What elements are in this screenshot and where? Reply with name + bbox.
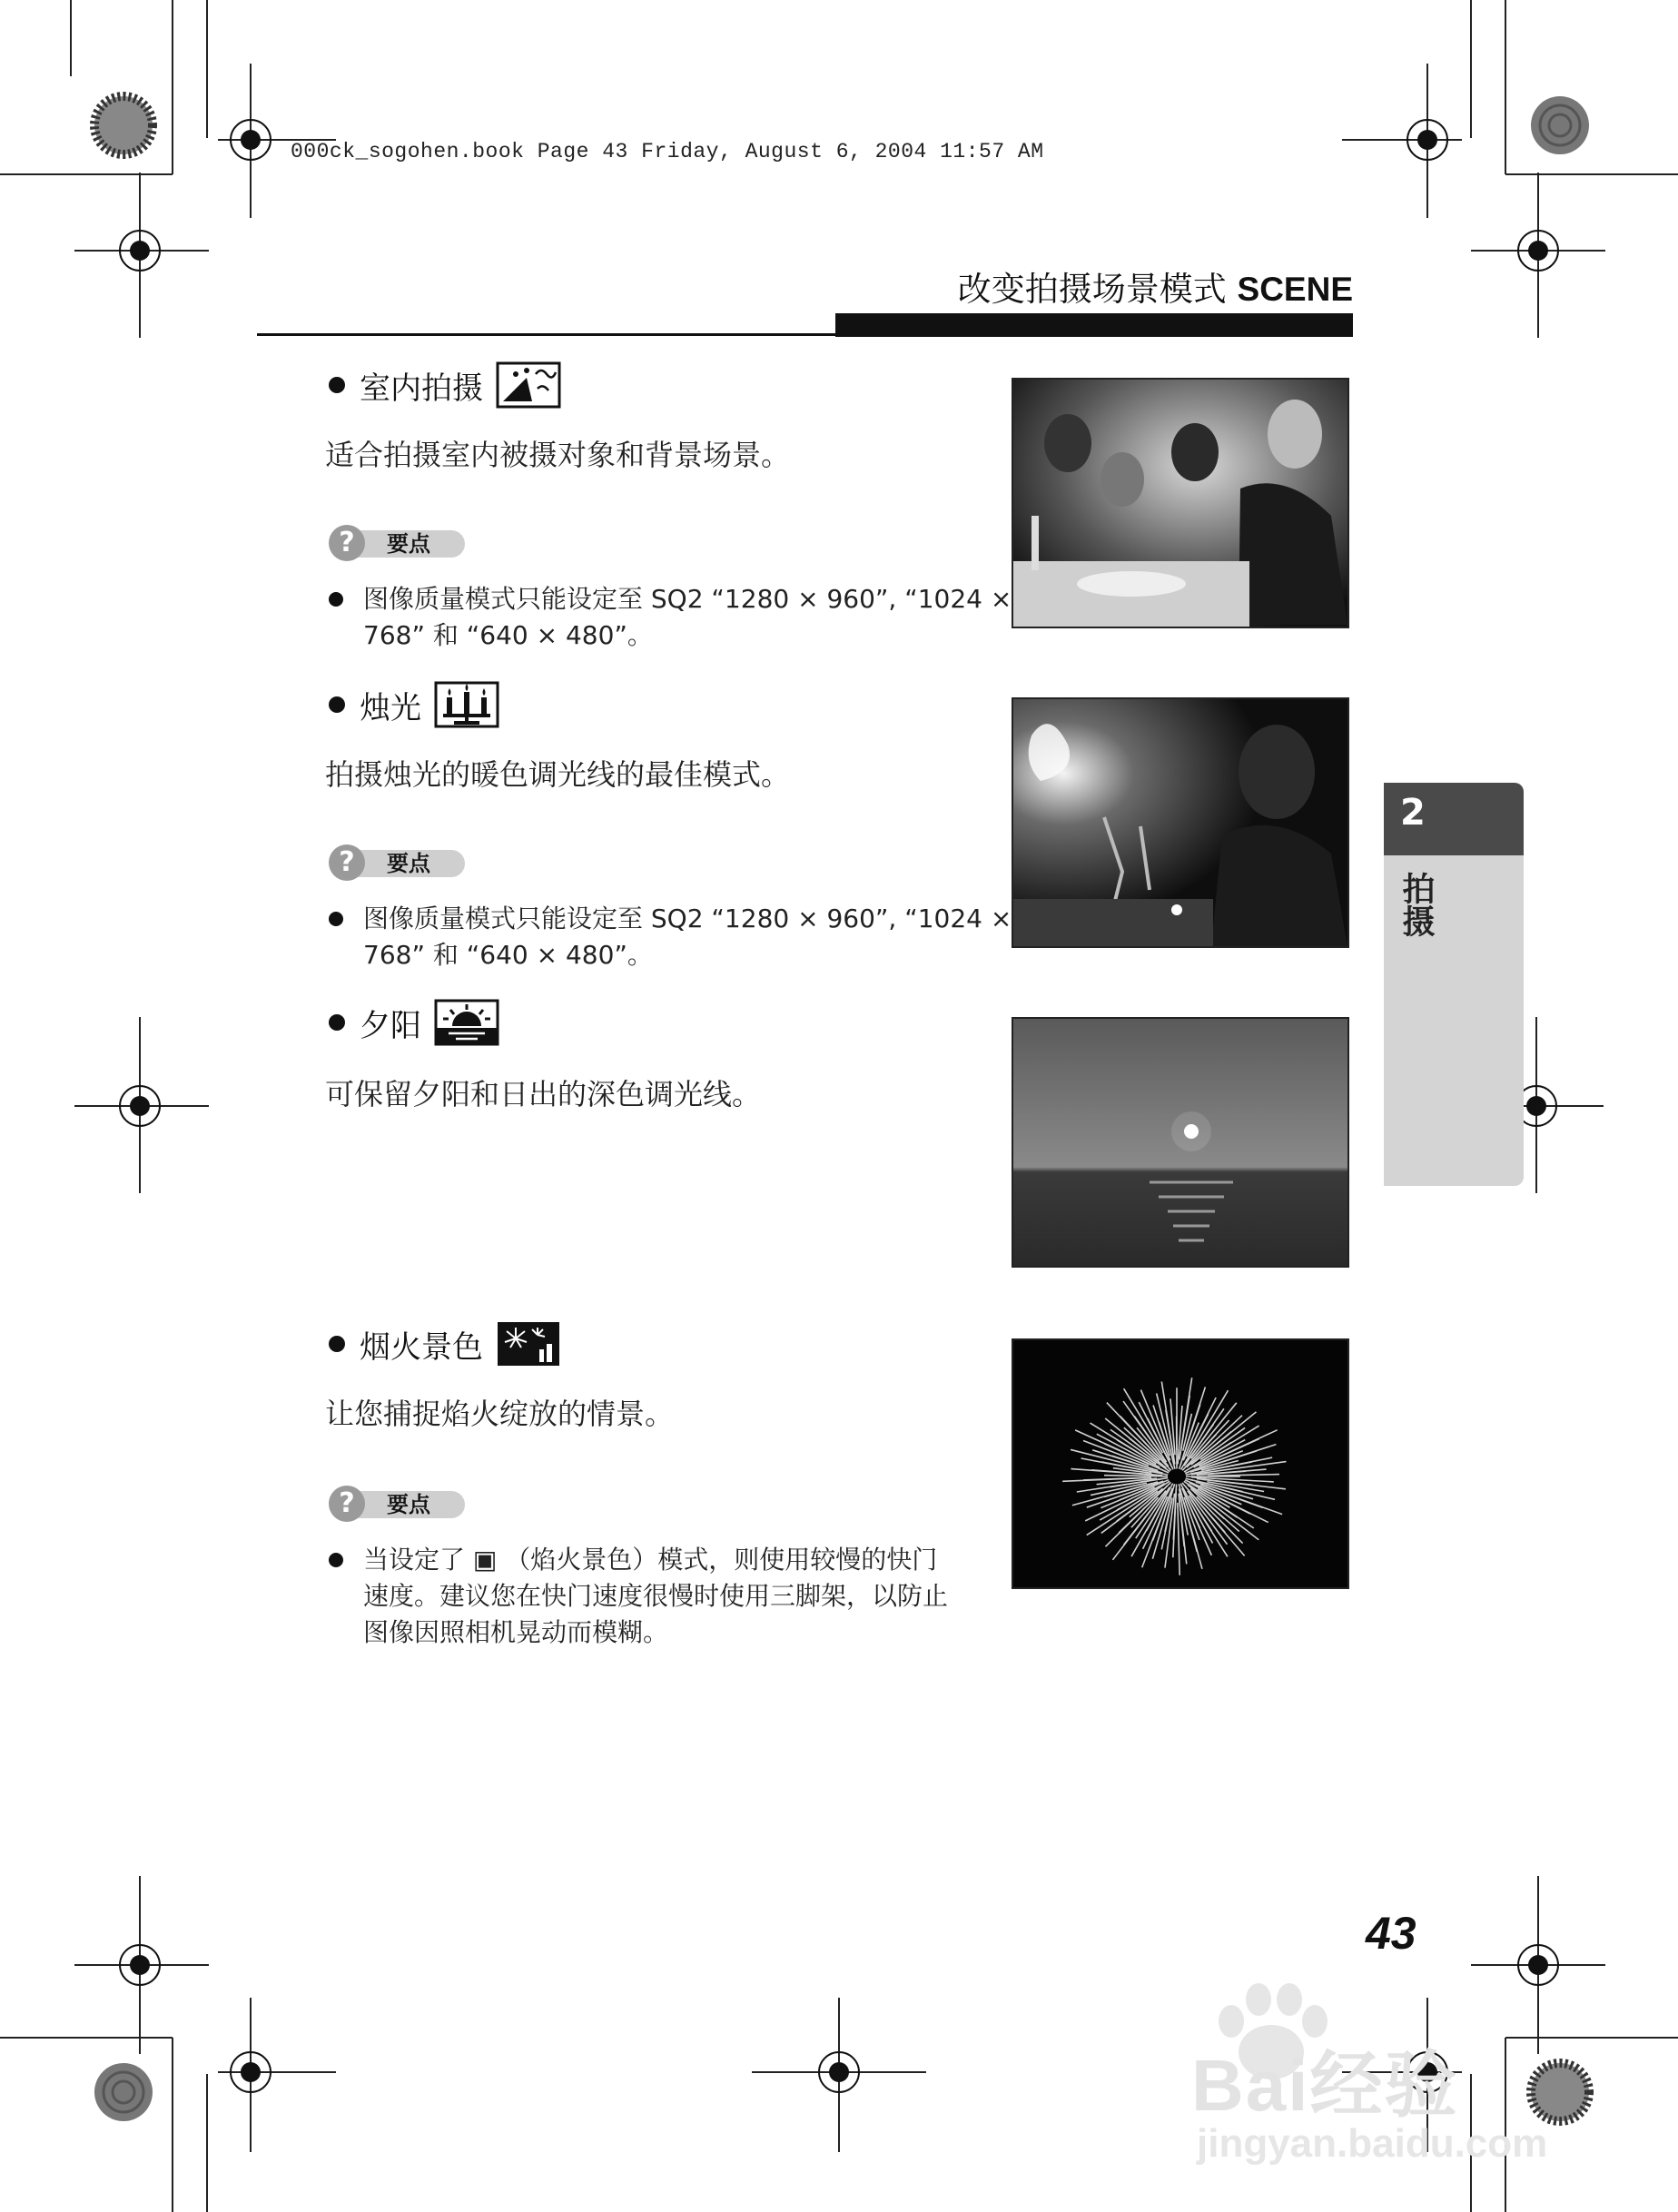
question-icon: ? (329, 525, 365, 561)
section-description: 拍摄烛光的暖色调光线的最佳模式。 (325, 757, 791, 792)
watermark-url: jingyan.baidu.com (1197, 2121, 1548, 2166)
candlelight-photo (1012, 697, 1349, 948)
fireworks-photo (1012, 1338, 1349, 1589)
tip-badge (329, 844, 465, 881)
section-title: 室内拍摄 (329, 361, 561, 409)
tip-badge (329, 1486, 465, 1522)
page-number: 43 (1366, 1908, 1416, 1959)
bullet-icon (329, 1014, 345, 1031)
tip-label: 要点 (387, 531, 430, 557)
tip-note: 图像质量模式只能设定至 SQ2 “1280 × 960”, “1024 × 768” 和 “640 × 480”。 (329, 581, 1001, 654)
chapter-number: 2 (1400, 792, 1426, 834)
fireworks-icon (496, 1320, 561, 1368)
chapter-label: 拍摄 (1397, 872, 1435, 937)
section-title: 夕阳 (329, 999, 499, 1046)
section-description: 让您捕捉焰火绽放的情景。 (325, 1397, 675, 1431)
tip-badge (329, 525, 465, 561)
sunset-photo (1012, 1017, 1349, 1268)
tip-label: 要点 (387, 851, 430, 876)
question-icon: ? (329, 1486, 365, 1522)
page-header-title (958, 262, 1353, 311)
candle-icon (434, 681, 499, 728)
header-rule (257, 333, 838, 336)
section-title: 烛光 (329, 681, 499, 728)
header-title-en: SCENE (1237, 271, 1353, 308)
bullet-icon (329, 377, 345, 393)
header-rule-bar (835, 313, 1353, 337)
bullet-icon (329, 1336, 345, 1352)
section-title: 烟火景色 (329, 1320, 561, 1368)
tip-note: 图像质量模式只能设定至 SQ2 “1280 × 960”, “1024 × 768” 和 “640 × 480”。 (329, 901, 1001, 973)
section-description: 可保留夕阳和日出的深色调光线。 (325, 1077, 762, 1111)
question-icon: ? (329, 844, 365, 881)
indoor-party-icon (496, 361, 561, 409)
file-info: 000ck_sogohen.book Page 43 Friday, August 6, 2004 11:57 AM (291, 140, 1044, 163)
tip-label: 要点 (387, 1492, 430, 1517)
bullet-icon (329, 696, 345, 713)
header-title-zh: 改变拍摄场景模式 (957, 270, 1227, 309)
indoor-photo (1012, 378, 1349, 628)
watermark-text: Bai经验 (1191, 2045, 1459, 2126)
sunset-icon (434, 999, 499, 1046)
tip-note: 当设定了 ▣ （焰火景色）模式，则使用较慢的快门 速度。建议您在快门速度很慢时使用三脚架，以防止 图像因照相机晃动而模糊。 (329, 1542, 1001, 1651)
section-description: 适合拍摄室内被摄对象和背景场景。 (325, 438, 791, 472)
